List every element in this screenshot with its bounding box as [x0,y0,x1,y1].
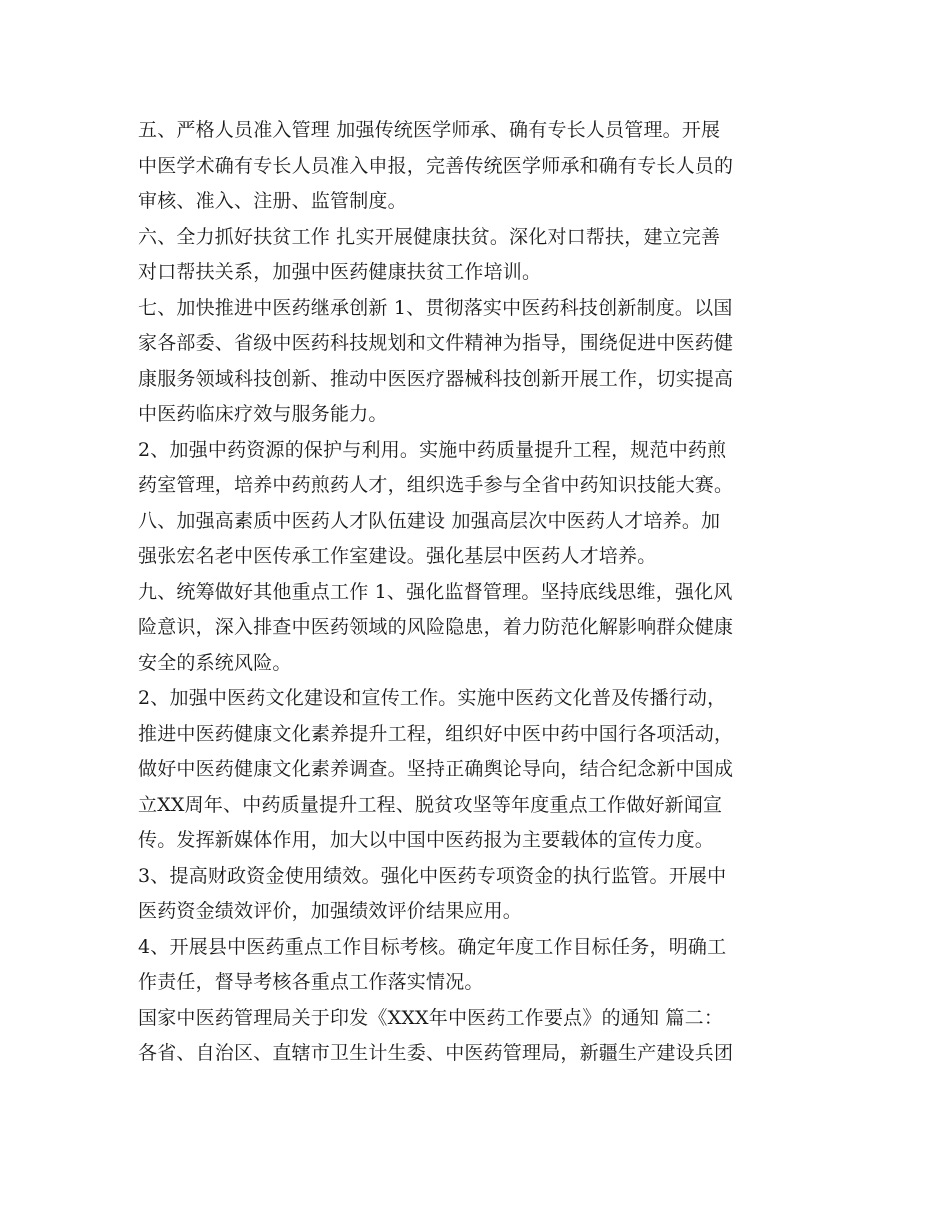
text-line: 对口帮扶关系，加强中医药健康扶贫工作培训。 [138,261,542,283]
text-line: 4、开展县中医药重点工作目标考核。确定年度工作目标任务，明确工 [138,935,727,958]
text-line: 险意识，深入排查中医药领域的风险隐患，着力防范化解影响群众健康 [138,616,734,638]
text-line: 家各部委、省级中医药科技规划和文件精神为指导，围绕促进中医药健 [138,332,734,354]
text-line: 立XX周年、中药质量提升工程、脱贫攻坚等年度重点工作做好新闻宣 [138,793,723,816]
text-line: 九、统筹做好其他重点工作 1、强化监督管理。坚持底线思维，强化风 [138,580,733,603]
text-line: 安全的系统风险。 [138,651,292,674]
text-line: 各省、自治区、直辖市卫生计生委、中医药管理局，新疆生产建设兵团 [138,1042,734,1064]
text-line: 五、严格人员准入管理 加强传统医学师承、确有专长人员管理。开展 [138,119,721,141]
text-line: 中医药临床疗效与服务能力。 [138,403,388,425]
text-line: 强张宏名老中医传承工作室建设。强化基层中医药人才培养。 [138,545,657,567]
text-line: 六、全力抓好扶贫工作 扎实开展健康扶贫。深化对口帮扶，建立完善 [138,225,721,248]
text-line: 中医学术确有专长人员准入申报，完善传统医学师承和确有专长人员的 [138,154,734,177]
document-body [138,113,818,1072]
text-line: 医药资金绩效评价，加强绩效评价结果应用。 [138,900,523,922]
text-line: 3、提高财政资金使用绩效。强化中医药专项资金的执行监管。开展中 [138,864,727,887]
text-line: 八、加强高素质中医药人才队伍建设 加强高层次中医药人才培养。加 [138,509,721,532]
text-line: 作责任，督导考核各重点工作落实情况。 [138,971,484,993]
text-line: 国家中医药管理局关于印发《XXX年中医药工作要点》的通知 篇二： [138,1006,724,1029]
text-line: 2、加强中药资源的保护与利用。实施中药质量提升工程，规范中药煎 [138,438,727,461]
text-line: 康服务领域科技创新、推动中医医疗器械科技创新开展工作，切实提高 [138,367,734,390]
text-line: 做好中医药健康文化素养调查。坚持正确舆论导向，结合纪念新中国成 [138,758,734,780]
text-line: 2、加强中医药文化建设和宣传工作。实施中医药文化普及传播行动， [138,687,727,709]
text-line: 药室管理，培养中药煎药人才，组织选手参与全省中药知识技能大赛。 [138,474,734,496]
text-line: 传。发挥新媒体作用，加大以中国中医药报为主要载体的宣传力度。 [138,829,715,851]
text-line: 推进中医药健康文化素养提升工程，组织好中医中药中国行各项活动， [138,722,734,745]
text-line: 审核、准入、注册、监管制度。 [138,190,407,212]
text-line: 七、加快推进中医药继承创新 1、贯彻落实中医药科技创新制度。以国 [138,296,733,319]
